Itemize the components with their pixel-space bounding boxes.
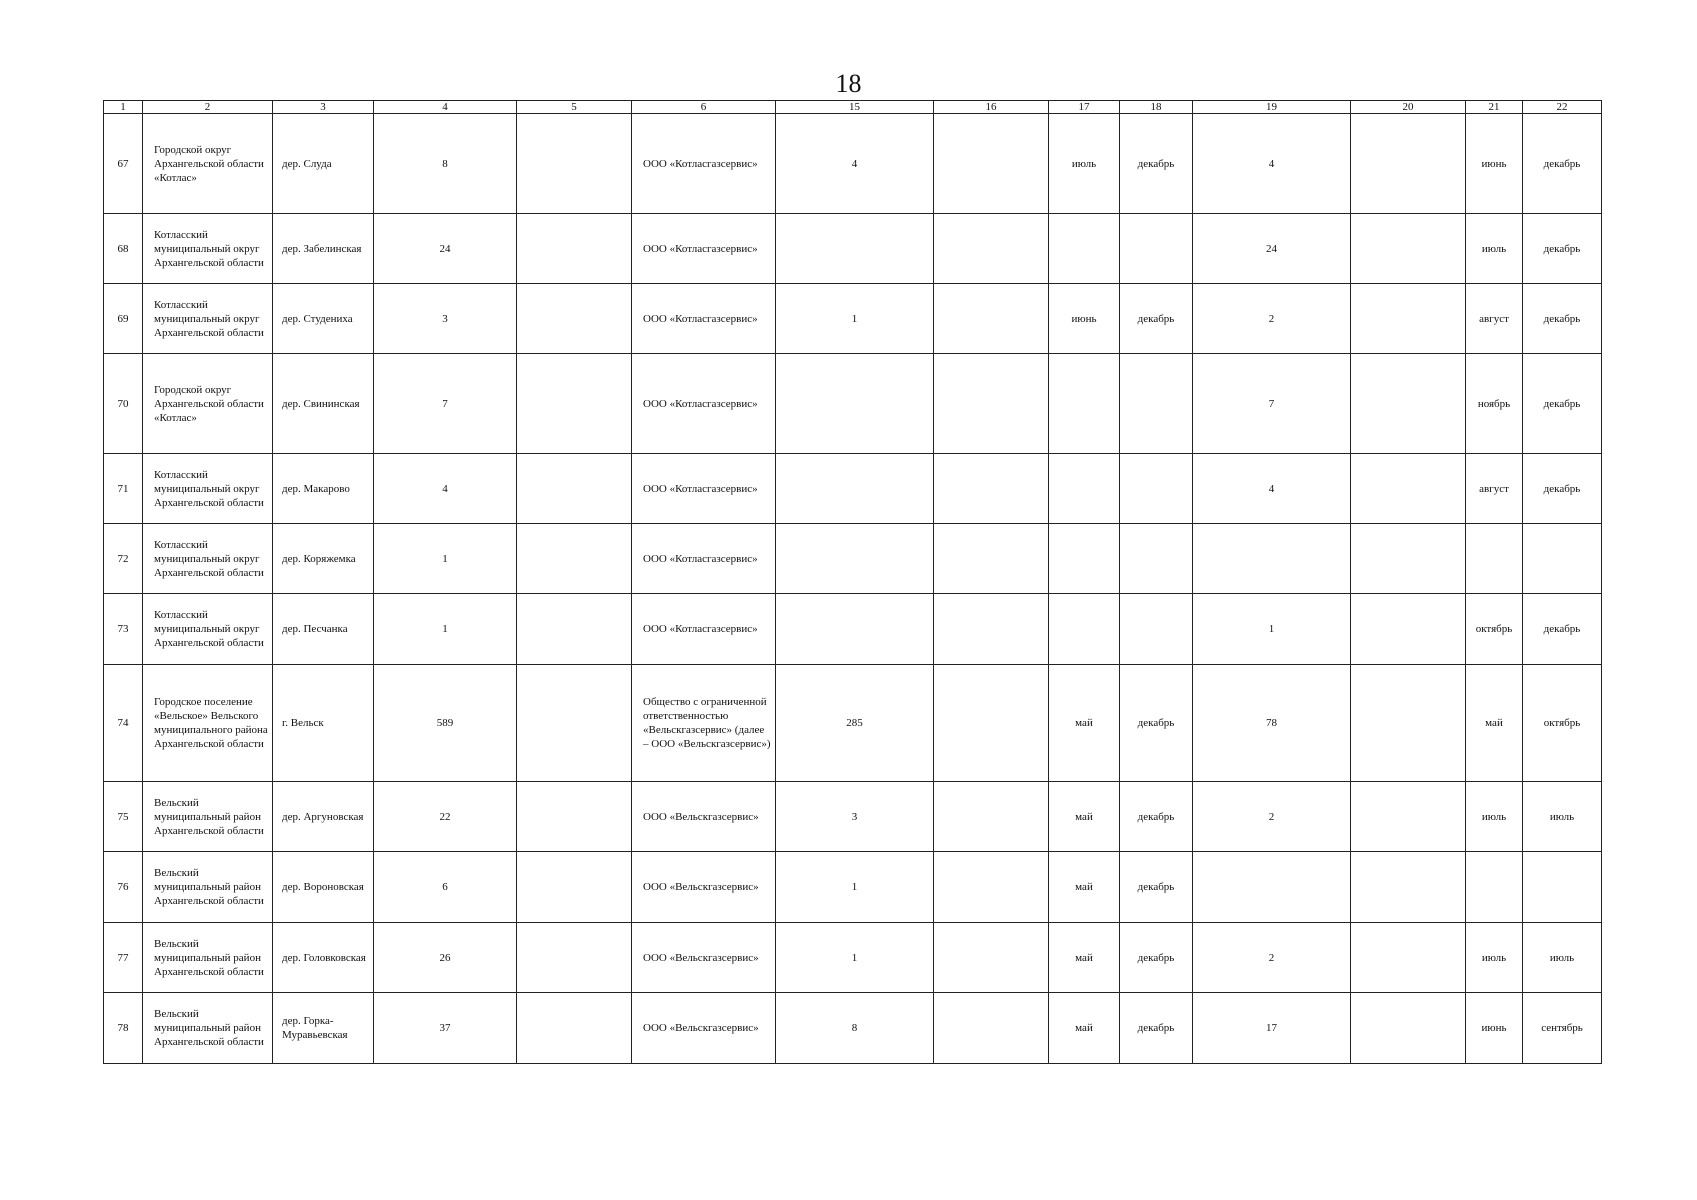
- table-row: [104, 993, 1602, 1064]
- month-col-21: август: [1466, 454, 1523, 524]
- value-col-19: 17: [1193, 993, 1351, 1064]
- month-col-18: [1120, 594, 1193, 665]
- month-col-22: октябрь: [1523, 665, 1602, 782]
- table-row: [104, 114, 1602, 214]
- value-col-15: 1: [776, 923, 934, 993]
- value-col-20: [1351, 993, 1466, 1064]
- table-body: [104, 114, 1602, 1064]
- table-row: [104, 852, 1602, 923]
- month-col-17: [1049, 594, 1120, 665]
- row-number: 70: [104, 354, 143, 454]
- value-col-20: [1351, 782, 1466, 852]
- column-header: 19: [1193, 101, 1351, 114]
- month-col-18: [1120, 524, 1193, 594]
- value-col-16: [934, 284, 1049, 354]
- municipality-cell: Котласский муниципальный округ Архангельской области: [143, 454, 273, 524]
- month-col-21: июль: [1466, 923, 1523, 993]
- column-header: 22: [1523, 101, 1602, 114]
- column-header: 2: [143, 101, 273, 114]
- value-col-15: [776, 524, 934, 594]
- month-col-18: [1120, 354, 1193, 454]
- row-number: 74: [104, 665, 143, 782]
- value-col-4: 22: [374, 782, 517, 852]
- month-col-22: сентябрь: [1523, 993, 1602, 1064]
- organization-cell: Общество с ограниченной ответственностью «Вельскгазсервис» (далее – ООО «Вельскгазсервис»): [632, 665, 776, 782]
- value-col-19: 4: [1193, 454, 1351, 524]
- month-col-21: июнь: [1466, 114, 1523, 214]
- month-col-18: декабрь: [1120, 114, 1193, 214]
- value-col-16: [934, 354, 1049, 454]
- value-col-15: [776, 214, 934, 284]
- month-col-17: [1049, 214, 1120, 284]
- value-col-5: [517, 454, 632, 524]
- value-col-15: [776, 454, 934, 524]
- value-col-16: [934, 114, 1049, 214]
- month-col-18: декабрь: [1120, 665, 1193, 782]
- value-col-19: [1193, 852, 1351, 923]
- value-col-4: 8: [374, 114, 517, 214]
- value-col-15: 8: [776, 993, 934, 1064]
- month-col-22: декабрь: [1523, 114, 1602, 214]
- table-row: [104, 594, 1602, 665]
- value-col-19: 2: [1193, 284, 1351, 354]
- value-col-5: [517, 524, 632, 594]
- row-number: 67: [104, 114, 143, 214]
- municipality-cell: Вельский муниципальный район Архангельской области: [143, 993, 273, 1064]
- value-col-15: 4: [776, 114, 934, 214]
- row-number: 71: [104, 454, 143, 524]
- value-col-4: 37: [374, 993, 517, 1064]
- page-number: 18: [835, 69, 862, 98]
- month-col-18: [1120, 454, 1193, 524]
- value-col-16: [934, 923, 1049, 993]
- column-header: 15: [776, 101, 934, 114]
- locality-cell: дер. Песчанка: [273, 594, 374, 665]
- locality-cell: дер. Головковская: [273, 923, 374, 993]
- organization-cell: ООО «Вельскгазсервис»: [632, 923, 776, 993]
- organization-cell: ООО «Котласгазсервис»: [632, 454, 776, 524]
- value-col-5: [517, 354, 632, 454]
- value-col-15: 1: [776, 852, 934, 923]
- municipality-cell: Котласский муниципальный округ Архангельской области: [143, 594, 273, 665]
- month-col-21: май: [1466, 665, 1523, 782]
- month-col-21: август: [1466, 284, 1523, 354]
- month-col-21: [1466, 524, 1523, 594]
- month-col-17: май: [1049, 923, 1120, 993]
- value-col-5: [517, 594, 632, 665]
- value-col-20: [1351, 665, 1466, 782]
- month-col-21: ноябрь: [1466, 354, 1523, 454]
- organization-cell: ООО «Котласгазсервис»: [632, 214, 776, 284]
- locality-cell: дер. Студениха: [273, 284, 374, 354]
- value-col-5: [517, 782, 632, 852]
- organization-cell: ООО «Котласгазсервис»: [632, 114, 776, 214]
- value-col-20: [1351, 284, 1466, 354]
- month-col-18: декабрь: [1120, 923, 1193, 993]
- value-col-15: 285: [776, 665, 934, 782]
- month-col-21: октябрь: [1466, 594, 1523, 665]
- value-col-4: 24: [374, 214, 517, 284]
- month-col-17: май: [1049, 782, 1120, 852]
- month-col-21: [1466, 852, 1523, 923]
- month-col-21: июль: [1466, 782, 1523, 852]
- table-row: [104, 782, 1602, 852]
- locality-cell: дер. Горка-Муравьевская: [273, 993, 374, 1064]
- value-col-16: [934, 454, 1049, 524]
- municipality-cell: Вельский муниципальный район Архангельской области: [143, 852, 273, 923]
- month-col-18: декабрь: [1120, 852, 1193, 923]
- value-col-5: [517, 114, 632, 214]
- organization-cell: ООО «Котласгазсервис»: [632, 284, 776, 354]
- column-header: 4: [374, 101, 517, 114]
- table-row: [104, 923, 1602, 993]
- value-col-15: 3: [776, 782, 934, 852]
- value-col-19: 4: [1193, 114, 1351, 214]
- month-col-18: декабрь: [1120, 782, 1193, 852]
- municipality-cell: Городской округ Архангельской области «Котлас»: [143, 114, 273, 214]
- locality-cell: дер. Макарово: [273, 454, 374, 524]
- value-col-19: 24: [1193, 214, 1351, 284]
- value-col-19: 1: [1193, 594, 1351, 665]
- column-header: 6: [632, 101, 776, 114]
- value-col-15: [776, 594, 934, 665]
- row-number: 72: [104, 524, 143, 594]
- table-row: [104, 354, 1602, 454]
- value-col-19: 2: [1193, 782, 1351, 852]
- value-col-5: [517, 852, 632, 923]
- row-number: 69: [104, 284, 143, 354]
- municipality-cell: Вельский муниципальный район Архангельской области: [143, 782, 273, 852]
- column-header: 21: [1466, 101, 1523, 114]
- value-col-4: 1: [374, 524, 517, 594]
- column-header: 18: [1120, 101, 1193, 114]
- value-col-15: 1: [776, 284, 934, 354]
- month-col-22: декабрь: [1523, 214, 1602, 284]
- row-number: 68: [104, 214, 143, 284]
- month-col-18: [1120, 214, 1193, 284]
- locality-cell: дер. Аргуновская: [273, 782, 374, 852]
- column-header: 16: [934, 101, 1049, 114]
- month-col-22: июль: [1523, 782, 1602, 852]
- value-col-16: [934, 993, 1049, 1064]
- organization-cell: ООО «Вельскгазсервис»: [632, 993, 776, 1064]
- value-col-16: [934, 594, 1049, 665]
- month-col-17: май: [1049, 852, 1120, 923]
- organization-cell: ООО «Котласгазсервис»: [632, 524, 776, 594]
- value-col-15: [776, 354, 934, 454]
- locality-cell: г. Вельск: [273, 665, 374, 782]
- municipality-cell: Котласский муниципальный округ Архангельской области: [143, 284, 273, 354]
- table-row: [104, 665, 1602, 782]
- value-col-5: [517, 214, 632, 284]
- value-col-19: [1193, 524, 1351, 594]
- value-col-4: 6: [374, 852, 517, 923]
- month-col-22: июль: [1523, 923, 1602, 993]
- value-col-16: [934, 524, 1049, 594]
- locality-cell: дер. Вороновская: [273, 852, 374, 923]
- schedule-table: [103, 100, 1602, 1064]
- value-col-19: 7: [1193, 354, 1351, 454]
- column-header: 20: [1351, 101, 1466, 114]
- month-col-22: [1523, 852, 1602, 923]
- municipality-cell: Вельский муниципальный район Архангельской области: [143, 923, 273, 993]
- table-row: [104, 284, 1602, 354]
- value-col-5: [517, 923, 632, 993]
- locality-cell: дер. Забелинская: [273, 214, 374, 284]
- value-col-4: 3: [374, 284, 517, 354]
- municipality-cell: Котласский муниципальный округ Архангельской области: [143, 214, 273, 284]
- month-col-17: июль: [1049, 114, 1120, 214]
- value-col-20: [1351, 594, 1466, 665]
- month-col-17: июнь: [1049, 284, 1120, 354]
- row-number: 75: [104, 782, 143, 852]
- value-col-20: [1351, 114, 1466, 214]
- value-col-4: 7: [374, 354, 517, 454]
- value-col-20: [1351, 923, 1466, 993]
- value-col-5: [517, 993, 632, 1064]
- column-number-row: [104, 101, 1602, 114]
- column-header: 17: [1049, 101, 1120, 114]
- column-header: 5: [517, 101, 632, 114]
- value-col-20: [1351, 852, 1466, 923]
- row-number: 77: [104, 923, 143, 993]
- row-number: 76: [104, 852, 143, 923]
- organization-cell: ООО «Котласгазсервис»: [632, 354, 776, 454]
- value-col-4: 4: [374, 454, 517, 524]
- month-col-22: декабрь: [1523, 454, 1602, 524]
- value-col-4: 1: [374, 594, 517, 665]
- month-col-17: [1049, 524, 1120, 594]
- row-number: 78: [104, 993, 143, 1064]
- value-col-19: 2: [1193, 923, 1351, 993]
- organization-cell: ООО «Котласгазсервис»: [632, 594, 776, 665]
- value-col-20: [1351, 454, 1466, 524]
- month-col-17: [1049, 454, 1120, 524]
- locality-cell: дер. Коряжемка: [273, 524, 374, 594]
- month-col-22: декабрь: [1523, 594, 1602, 665]
- value-col-4: 26: [374, 923, 517, 993]
- value-col-5: [517, 665, 632, 782]
- month-col-17: май: [1049, 665, 1120, 782]
- municipality-cell: Городское поселение «Вельское» Вельского муниципального района Архангельской области: [143, 665, 273, 782]
- month-col-21: июль: [1466, 214, 1523, 284]
- value-col-20: [1351, 354, 1466, 454]
- value-col-16: [934, 852, 1049, 923]
- column-header: 1: [104, 101, 143, 114]
- month-col-21: июнь: [1466, 993, 1523, 1064]
- month-col-17: [1049, 354, 1120, 454]
- value-col-4: 589: [374, 665, 517, 782]
- value-col-19: 78: [1193, 665, 1351, 782]
- row-number: 73: [104, 594, 143, 665]
- table-row: [104, 214, 1602, 284]
- table-row: [104, 454, 1602, 524]
- value-col-20: [1351, 524, 1466, 594]
- value-col-16: [934, 214, 1049, 284]
- locality-cell: дер. Слуда: [273, 114, 374, 214]
- locality-cell: дер. Свининская: [273, 354, 374, 454]
- value-col-16: [934, 665, 1049, 782]
- value-col-16: [934, 782, 1049, 852]
- municipality-cell: Городской округ Архангельской области «Котлас»: [143, 354, 273, 454]
- organization-cell: ООО «Вельскгазсервис»: [632, 782, 776, 852]
- month-col-22: [1523, 524, 1602, 594]
- month-col-17: май: [1049, 993, 1120, 1064]
- column-header: 3: [273, 101, 374, 114]
- month-col-22: декабрь: [1523, 354, 1602, 454]
- value-col-5: [517, 284, 632, 354]
- organization-cell: ООО «Вельскгазсервис»: [632, 852, 776, 923]
- table-row: [104, 524, 1602, 594]
- municipality-cell: Котласский муниципальный округ Архангельской области: [143, 524, 273, 594]
- month-col-18: декабрь: [1120, 993, 1193, 1064]
- month-col-22: декабрь: [1523, 284, 1602, 354]
- value-col-20: [1351, 214, 1466, 284]
- month-col-18: декабрь: [1120, 284, 1193, 354]
